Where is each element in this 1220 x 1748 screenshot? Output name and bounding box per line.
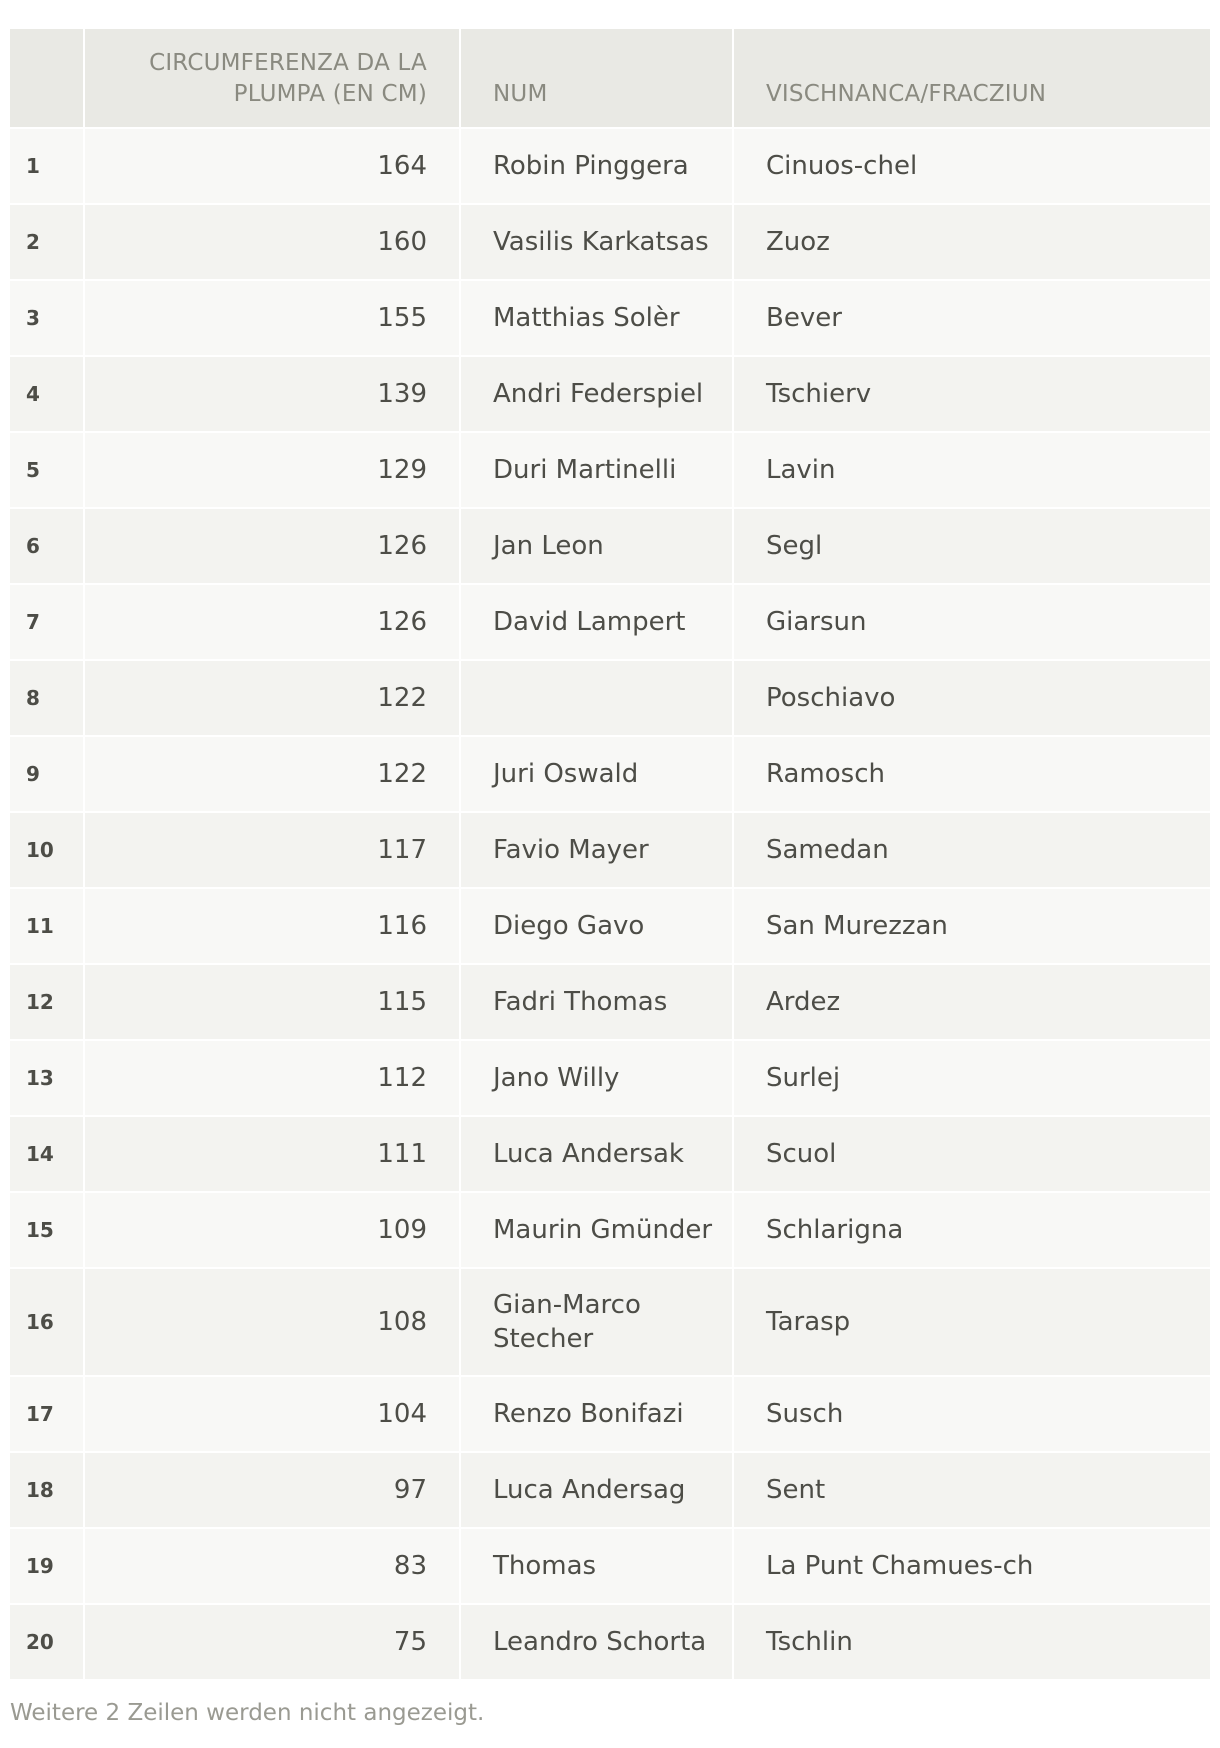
table-row	[10, 661, 1210, 735]
header-circumference[interactable]: CIRCUMFERENZA DA LA PLUMPA (EN CM)	[85, 29, 459, 127]
rank-cell: 2	[10, 205, 83, 279]
circumference-cell: 126	[85, 509, 459, 583]
rank-cell: 18	[10, 1453, 83, 1527]
circumference-cell: 108	[85, 1269, 459, 1375]
name-cell: Maurin Gmünder	[461, 1193, 732, 1267]
name-cell: Andri Federspiel	[461, 357, 732, 431]
name-cell: Fadri Thomas	[461, 965, 732, 1039]
name-cell: David Lampert	[461, 585, 732, 659]
name-cell: Duri Martinelli	[461, 433, 732, 507]
table-row	[10, 1377, 1210, 1451]
circumference-cell: 122	[85, 737, 459, 811]
village-cell: Lavin	[734, 433, 1210, 507]
village-cell: La Punt Chamues-ch	[734, 1529, 1210, 1603]
footnote: Weitere 2 Zeilen werden nicht angezeigt.	[10, 1700, 485, 1726]
name-cell: Leandro Schorta	[461, 1605, 732, 1679]
table-row	[10, 357, 1210, 431]
village-cell: Segl	[734, 509, 1210, 583]
header-name[interactable]: NUM	[461, 29, 732, 127]
village-cell: Samedan	[734, 813, 1210, 887]
name-cell: Jan Leon	[461, 509, 732, 583]
circumference-cell: 155	[85, 281, 459, 355]
rank-cell: 13	[10, 1041, 83, 1115]
table-row	[10, 1193, 1210, 1267]
table-row	[10, 585, 1210, 659]
table-row	[10, 889, 1210, 963]
rank-cell: 9	[10, 737, 83, 811]
rank-cell: 17	[10, 1377, 83, 1451]
village-cell: Ardez	[734, 965, 1210, 1039]
village-cell: Giarsun	[734, 585, 1210, 659]
name-cell: Thomas	[461, 1529, 732, 1603]
circumference-cell: 115	[85, 965, 459, 1039]
circumference-cell: 97	[85, 1453, 459, 1527]
name-cell: Vasilis Karkatsas	[461, 205, 732, 279]
name-cell: Favio Mayer	[461, 813, 732, 887]
village-cell: Scuol	[734, 1117, 1210, 1191]
table-row	[10, 1453, 1210, 1527]
village-cell: Tarasp	[734, 1269, 1210, 1375]
header-village[interactable]: VISCHNANCA/FRACZIUN	[734, 29, 1210, 127]
table-row	[10, 1041, 1210, 1115]
circumference-cell: 104	[85, 1377, 459, 1451]
village-cell: Ramosch	[734, 737, 1210, 811]
circumference-cell: 75	[85, 1605, 459, 1679]
table-row	[10, 813, 1210, 887]
table-row	[10, 737, 1210, 811]
circumference-cell: 112	[85, 1041, 459, 1115]
village-cell: Zuoz	[734, 205, 1210, 279]
rank-cell: 4	[10, 357, 83, 431]
rank-cell: 20	[10, 1605, 83, 1679]
village-cell: Tschlin	[734, 1605, 1210, 1679]
rank-cell: 7	[10, 585, 83, 659]
circumference-cell: 139	[85, 357, 459, 431]
table-row	[10, 965, 1210, 1039]
circumference-cell: 117	[85, 813, 459, 887]
village-cell: Susch	[734, 1377, 1210, 1451]
village-cell: Bever	[734, 281, 1210, 355]
name-cell: Jano Willy	[461, 1041, 732, 1115]
circumference-cell: 164	[85, 129, 459, 203]
name-cell: Juri Oswald	[461, 737, 732, 811]
circumference-cell: 160	[85, 205, 459, 279]
village-cell: San Murezzan	[734, 889, 1210, 963]
table-row	[10, 1269, 1210, 1375]
rank-cell: 1	[10, 129, 83, 203]
rank-cell: 5	[10, 433, 83, 507]
table-row	[10, 129, 1210, 203]
village-cell: Tschierv	[734, 357, 1210, 431]
rank-cell: 16	[10, 1269, 83, 1375]
name-cell: Luca Andersak	[461, 1117, 732, 1191]
circumference-cell: 129	[85, 433, 459, 507]
data-table	[8, 27, 1212, 1681]
rank-cell: 8	[10, 661, 83, 735]
circumference-cell: 122	[85, 661, 459, 735]
table-body	[10, 129, 1210, 1679]
name-cell: Renzo Bonifazi	[461, 1377, 732, 1451]
header-rank	[10, 29, 83, 127]
table-row	[10, 1529, 1210, 1603]
village-cell: Surlej	[734, 1041, 1210, 1115]
circumference-cell: 83	[85, 1529, 459, 1603]
table-row	[10, 281, 1210, 355]
rank-cell: 12	[10, 965, 83, 1039]
table-row	[10, 1117, 1210, 1191]
village-cell: Poschiavo	[734, 661, 1210, 735]
rank-cell: 19	[10, 1529, 83, 1603]
rank-cell: 6	[10, 509, 83, 583]
rank-cell: 14	[10, 1117, 83, 1191]
rank-cell: 15	[10, 1193, 83, 1267]
table-row	[10, 509, 1210, 583]
rank-cell: 3	[10, 281, 83, 355]
circumference-cell: 126	[85, 585, 459, 659]
name-cell: Robin Pinggera	[461, 129, 732, 203]
name-cell: Matthias Solèr	[461, 281, 732, 355]
rank-cell: 11	[10, 889, 83, 963]
circumference-cell: 116	[85, 889, 459, 963]
circumference-cell: 111	[85, 1117, 459, 1191]
rank-cell: 10	[10, 813, 83, 887]
village-cell: Sent	[734, 1453, 1210, 1527]
village-cell: Schlarigna	[734, 1193, 1210, 1267]
name-cell: Gian-Marco Stecher	[461, 1269, 732, 1375]
data-table-container	[10, 29, 1210, 1679]
name-cell	[461, 661, 732, 735]
circumference-cell: 109	[85, 1193, 459, 1267]
name-cell: Luca Andersag	[461, 1453, 732, 1527]
table-row	[10, 1605, 1210, 1679]
table-row	[10, 205, 1210, 279]
table-header-row	[10, 29, 1210, 127]
village-cell: Cinuos-chel	[734, 129, 1210, 203]
name-cell: Diego Gavo	[461, 889, 732, 963]
table-row	[10, 433, 1210, 507]
